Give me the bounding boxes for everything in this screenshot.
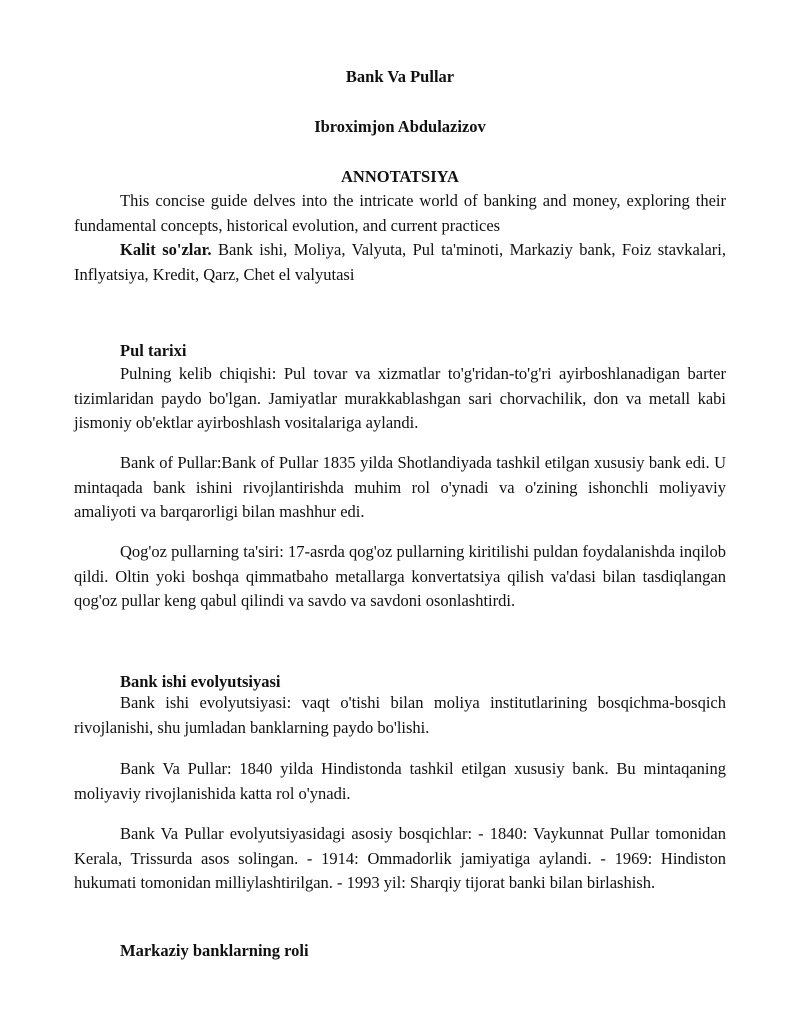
section-heading: Bank ishi evolyutsiyasi: [120, 672, 281, 691]
section-paragraph: Bank Va Pullar evolyutsiyasidagi asosiy bosqichlar: - 1840: Vaykunnat Pullar tomonidan Kerala, Trissurda asos solingan. - 1914: Ommadorlik jamiyatiga aylandi. - 1969: Hindiston hukumati tomonidan milliylashtirilgan. - 1993 yil: Sharqiy tijorat banki bilan birlashish.: [74, 824, 726, 892]
keywords-label: Kalit so'zlar.: [120, 240, 212, 259]
section-heading: Markaziy banklarning roli: [120, 941, 309, 960]
section-paragraph: Bank of Pullar:Bank of Pullar 1835 yilda Shotlandiyada tashkil etilgan xususiy bank edi. U mintaqada bank ishini rivojlantirishda muhim rol o'ynadi va o'zining ishonchli moliyaviy amaliyoti va barqarorligi bilan mashhur edi.: [74, 453, 726, 521]
keywords-text: Bank ishi, Moliya, Valyuta, Pul ta'minoti, Markaziy bank, Foiz stavkalari, Inflyatsiya, Kredit, Qarz, Chet el valyutasi: [74, 240, 726, 284]
annotation-heading: ANNOTATSIYA: [341, 167, 459, 186]
keywords-paragraph: [74, 238, 726, 287]
annotation-text: This concise guide delves into the intricate world of banking and money, exploring their fundamental concepts, historical evolution, and current practices: [74, 191, 726, 235]
section-heading: Pul tarixi: [120, 341, 187, 360]
section-paragraph: Bank ishi evolyutsiyasi: vaqt o'tishi bilan moliya institutlarining bosqichma-bosqich rivojlanishi, shu jumladan banklarning paydo bo'lishi.: [74, 693, 726, 737]
section-paragraph: Pulning kelib chiqishi: Pul tovar va xizmatlar to'g'ridan-to'g'ri ayirboshlanadigan barter tizimlaridan paydo bo'lgan. Jamiyatlar murakkablashgan sari chorvachilik, don va metall kabi jismoniy ob'ektlar ayirboshlash vositalariga aylandi.: [74, 364, 726, 432]
section-paragraph: Bank Va Pullar: 1840 yilda Hindistonda tashkil etilgan xususiy bank. Bu mintaqaning moliyaviy rivojlanishida katta rol o'ynadi.: [74, 759, 726, 803]
section-paragraph: Qog'oz pullarning ta'siri: 17-asrda qog'oz pullarning kiritilishi puldan foydalanishda inqilob qildi. Oltin yoki boshqa qimmatbaho metallarga konvertatsiya qilish va'dasi bilan tasdiqlangan qog'oz pullar keng qabul qilindi va savdo va savdoni osonlashtirdi.: [74, 542, 726, 610]
document-title: Bank Va Pullar: [345, 67, 455, 86]
document-author: Ibroximjon Abdulazizov: [314, 117, 486, 136]
